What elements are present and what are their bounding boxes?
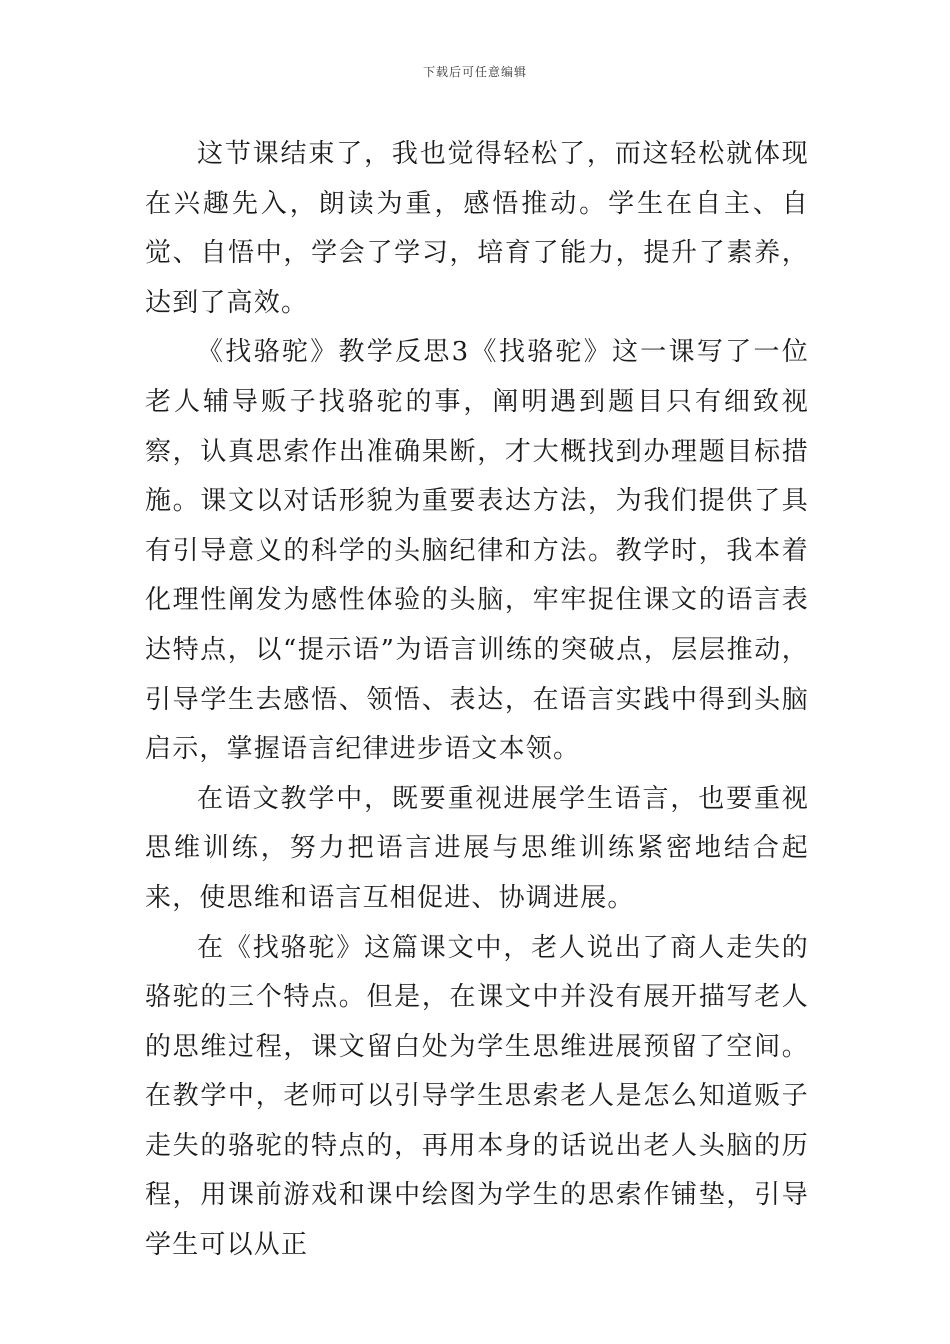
document-body xyxy=(145,130,809,1271)
paragraph-3: 在语文教学中，既要重视进展学生语言，也要重视思维训练，努力把语言进展与思维训练紧密地结合起来，使思维和语言互相促进、协调进展。 xyxy=(145,783,809,913)
paragraph-4: 在《找骆驼》这篇课文中，老人说出了商人走失的骆驼的三个特点。但是，在课文中并没有展开描写老人的思维过程，课文留白处为学生思维进展预留了空间。在教学中，老师可以引导学生思索老人是怎么知道贩子走失的骆驼的特点的，再用本身的话说出老人头脑的历程，用课前游戏和课中绘图为学生的思索作铺垫，引导学生可以从正 xyxy=(145,932,809,1261)
page-header: 下载后可任意编辑 xyxy=(422,65,527,79)
paragraph-1: 这节课结束了，我也觉得轻松了，而这轻松就体现在兴趣先入，朗读为重，感悟推动。学生在自主、自觉、自悟中，学会了学习，培育了能力，提升了素养，达到了高效。 xyxy=(145,139,809,318)
paragraph-2: 《找骆驼》教学反思3《找骆驼》这一课写了一位老人辅导贩子找骆驼的事，阐明遇到题目只有细致视察，认真思索作出准确果断，才大概找到办理题目标措施。课文以对话形貌为重要表达方法，为我们提供了具有引导意义的科学的头脑纪律和方法。教学时，我本着化理性阐发为感性体验的头脑，牢牢捉住课文的语言表达特点，以“提示语”为语言训练的突破点，层层推动，引导学生去感悟、领悟、表达，在语言实践中得到头脑启示，掌握语言纪律进步语文本领。 xyxy=(145,337,809,765)
